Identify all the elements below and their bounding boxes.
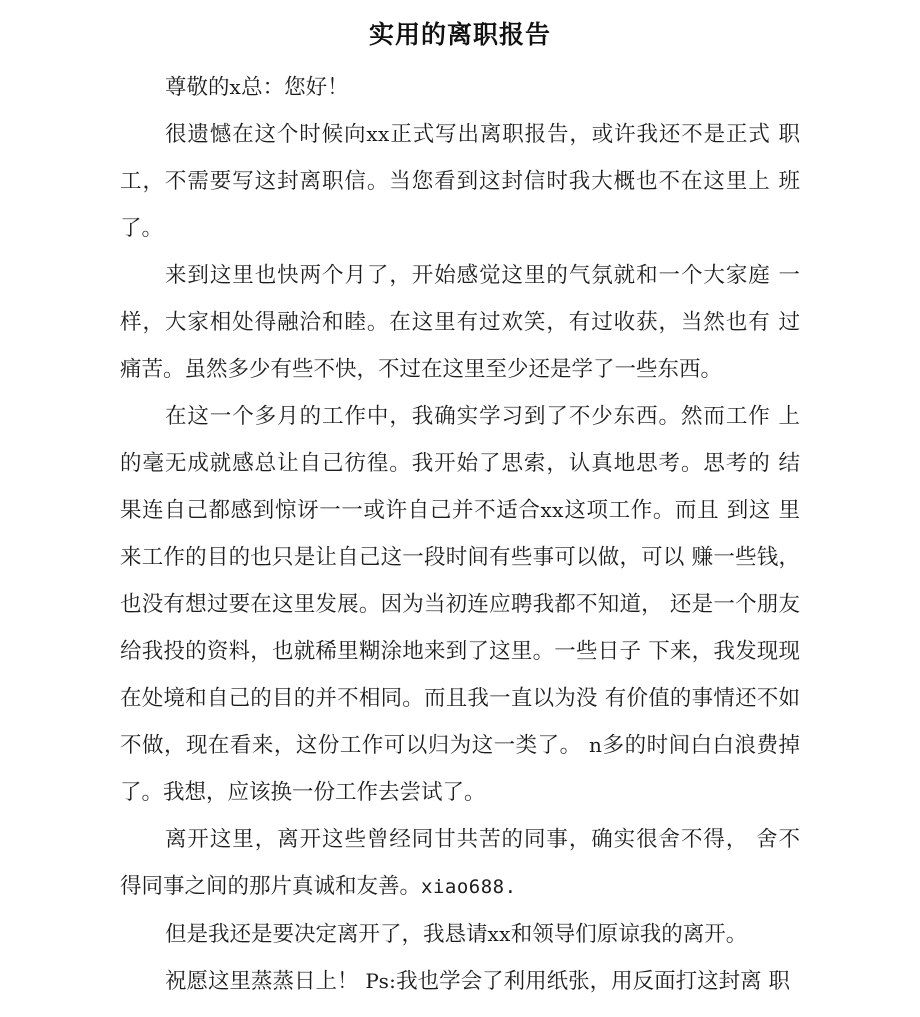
inline-latin-text: xx bbox=[487, 922, 511, 946]
paragraph-blessing: 祝愿这里蒸蒸日上！ Ps:我也学会了利用纸张，用反面打这封离 职 bbox=[165, 969, 791, 994]
paragraph-farewell: 离开这里，离开这些曾经同甘共苦的同事，确实很舍不得， 舍不 得同事之间的那片真诚和友善。xiao688. bbox=[120, 827, 800, 899]
paragraph-decision: 但是我还是要决定离开了，我恳请xx和领导们原谅我的离开。 bbox=[165, 922, 748, 947]
inline-latin-text: x bbox=[229, 75, 242, 99]
inline-latin-text: Ps: bbox=[365, 969, 397, 993]
paragraph-two-months: 来到这里也快两个月了，开始感觉这里的气氛就和一个大家庭 一样，大家相处得融洽和睦。在这里有过欢笑，有过收获，当然也有 过 痛苦。虽然多少有些不快，不过在这里至少还是学了一些东西。 bbox=[120, 263, 800, 382]
paragraph-opening: 很遗憾在这个时候向xx正式写出离职报告，或许我还不是正式 职工，不需要写这封离职信。当您看到这封信时我大概也不在这里上 班了。 bbox=[120, 122, 800, 241]
paragraph-reflection: 在这一个多月的工作中，我确实学习到了不少东西。然而工作 上 的毫无成就感总让自己彷徨。我开始了思索，认真地思考。思考的 结 果连自己都感到惊讶一一或许自己并不适合xx这项工作。而且 到这 里来工作的目的也只是让自己这一段时间有些事可以做，可以 赚一些钱，也没有想过要在这里发展。因为当初连应聘我都不知道， 还是一个朋友给我投的资料，也就稀里糊涂地来到了这里。一些日子 下来，我发现现在处境和自己的目的并不相同。而且我一直以为没 有价值的事情还不如不做，现在看来，这份工作可以归为这一类了。 n多的时间白白浪费掉了。我想，应该换一份工作去尝试了。 bbox=[120, 404, 800, 805]
inline-latin-text: xx bbox=[540, 498, 564, 522]
document-body bbox=[120, 64, 800, 1005]
inline-latin-text: xiao688. bbox=[421, 876, 517, 898]
page-title: 实用的离职报告 bbox=[368, 20, 551, 49]
inline-latin-text: xx bbox=[366, 122, 390, 146]
paragraph-salutation: 尊敬的x总：您好！ bbox=[165, 75, 349, 100]
inline-latin-text: n bbox=[588, 733, 603, 757]
